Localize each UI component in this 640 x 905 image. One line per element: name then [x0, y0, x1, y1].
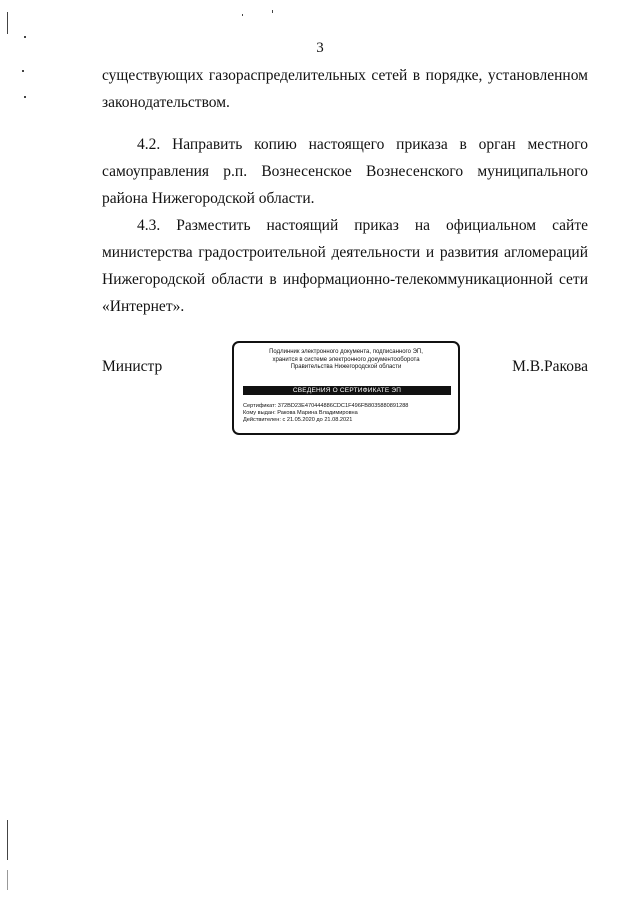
- valid-label: Действителен:: [243, 417, 281, 424]
- stamp-note-line: Подлинник электронного документа, подписанного ЭП,: [269, 349, 423, 355]
- signatory-position: Министр: [102, 358, 163, 375]
- paragraph-continuation: существующих газораспределительных сетей в порядке, установленном законодательством.: [102, 67, 588, 111]
- certificate-label: Сертификат:: [243, 403, 277, 409]
- certificate-value: 372BD23E470444886CDC1F496FB8035880891288: [277, 403, 409, 409]
- scan-mark-dot: [24, 36, 26, 38]
- stamp-note-line: Правительства Нижегородской области: [290, 364, 402, 370]
- scan-mark-dot: [272, 10, 273, 13]
- page-number: 3: [316, 40, 324, 56]
- scan-mark-dot: [22, 70, 24, 72]
- electronic-signature-stamp: [232, 341, 460, 435]
- signatory-name: М.В.Ракова: [512, 358, 588, 375]
- paragraph-4-3: 4.3. Разместить настоящий приказ на официальном сайте министерства градостроительной деятельности и развития агломераций Нижегородской области в информационно-телекоммуникационной сети «Интернет».: [102, 217, 588, 315]
- issued-to-label: Кому выдан:: [243, 410, 276, 417]
- issued-to-value: Ракова Марина Владимировна: [277, 410, 358, 417]
- stamp-header: СВЕДЕНИЯ О СЕРТИФИКАТЕ ЭП: [243, 386, 451, 395]
- scan-mark-dot: [24, 96, 26, 98]
- scan-mark-left-edge: [7, 12, 8, 34]
- paragraph-4-2: 4.2. Направить копию настоящего приказа в орган местного самоуправления р.п. Вознесенское Вознесенского муниципального района Нижегородской области.: [102, 136, 588, 207]
- scan-mark-left-edge: [7, 870, 8, 890]
- scan-mark-dot: [242, 14, 243, 16]
- stamp-note-line: хранится в системе электронного документооборота: [272, 356, 420, 363]
- stamp-row-certificate: [243, 403, 455, 410]
- stamp-note: [234, 349, 458, 372]
- scan-mark-left-edge: [7, 820, 8, 860]
- stamp-details: [243, 403, 455, 425]
- valid-value: с 21.05.2020 до 21.08.2021: [282, 417, 353, 424]
- stamp-row-valid: [243, 417, 455, 424]
